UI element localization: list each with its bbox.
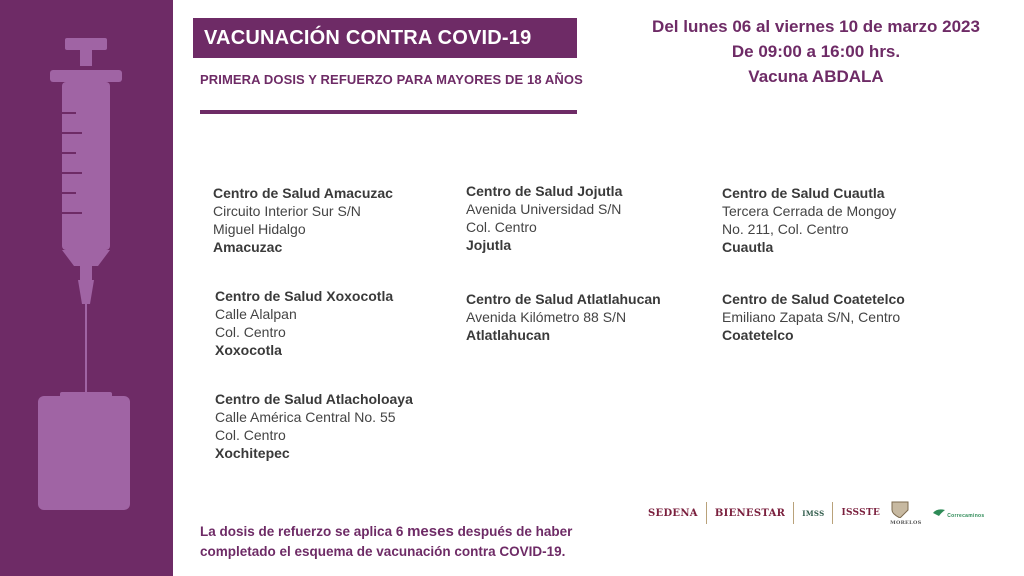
morelos-shield-icon <box>890 500 910 518</box>
center-address-line2: Col. Centro <box>215 427 286 443</box>
issste-logo-text: ISSSTE <box>841 508 881 518</box>
health-center-xoxocotla <box>215 287 393 359</box>
sedena-logo-text: SEDENA <box>648 507 698 519</box>
sedena-logo <box>648 508 698 519</box>
brigada-logo <box>932 507 985 519</box>
issste-logo <box>841 508 880 518</box>
health-center-cuautla <box>722 184 896 256</box>
booster-note <box>200 522 572 562</box>
center-address-line1: Tercera Cerrada de Mongoy <box>722 203 897 219</box>
center-name: Centro de Salud Coatetelco <box>722 291 905 307</box>
center-name: Centro de Salud Cuautla <box>722 185 885 201</box>
bienestar-logo <box>715 508 785 519</box>
title-divider <box>200 110 577 114</box>
center-name: Centro de Salud Xoxocotla <box>215 288 394 304</box>
health-center-atlacholoaya <box>215 390 413 462</box>
center-address-line1: Calle América Central No. 55 <box>215 409 396 425</box>
morelos-logo-text: MORELOS <box>890 520 922 526</box>
brigada-bird-icon <box>932 507 946 517</box>
center-address-line2: No. 211, Col. Centro <box>722 221 849 237</box>
institution-logos <box>648 494 988 532</box>
center-town: Jojutla <box>466 237 512 253</box>
center-address-line1: Avenida Kilómetro 88 S/N <box>466 309 627 325</box>
center-address-line2: Col. Centro <box>215 324 286 340</box>
center-town: Amacuzac <box>213 239 283 255</box>
schedule-block <box>600 14 1024 89</box>
center-name: Centro de Salud Jojutla <box>466 183 623 199</box>
logo-separator <box>832 502 833 524</box>
morelos-logo <box>890 500 921 526</box>
campaign-subtitle: PRIMERA DOSIS Y REFUERZO PARA MAYORES DE 18 AÑOS <box>200 72 583 87</box>
schedule-hours: De 09:00 a 16:00 hrs. <box>731 42 901 61</box>
brigada-logo-text: Correcaminos <box>947 513 985 519</box>
center-name: Centro de Salud Atlacholoaya <box>215 391 413 407</box>
center-town: Cuautla <box>722 239 774 255</box>
schedule-dates: Del lunes 06 al viernes 10 de marzo 2023 <box>652 17 980 36</box>
center-address-line2: Miguel Hidalgo <box>213 221 306 237</box>
campaign-title: VACUNACIÓN CONTRA COVID-19 <box>193 18 577 58</box>
sidebar-panel <box>0 0 173 576</box>
center-address-line1: Avenida Universidad S/N <box>466 201 622 217</box>
imss-logo-text: IMSS <box>802 508 825 518</box>
logo-separator <box>706 502 707 524</box>
center-town: Xoxocotla <box>215 342 282 358</box>
health-center-jojutla <box>466 182 622 254</box>
center-name: Centro de Salud Atlatlahucan <box>466 291 661 307</box>
center-town: Xochitepec <box>215 445 290 461</box>
center-town: Atlatlahucan <box>466 327 551 343</box>
health-center-atlatlahucan <box>466 290 661 344</box>
syringe-vial-icon <box>0 0 173 576</box>
imss-logo <box>802 509 824 518</box>
center-address-line1: Circuito Interior Sur S/N <box>213 203 361 219</box>
health-center-amacuzac <box>213 184 393 256</box>
center-address-line2: Col. Centro <box>466 219 537 235</box>
schedule-vaccine: Vacuna ABDALA <box>748 67 884 86</box>
center-address-line1: Calle Alalpan <box>215 306 297 322</box>
booster-note-emphasis: meses <box>407 523 454 540</box>
center-address-line1: Emiliano Zapata S/N, Centro <box>722 309 901 325</box>
center-name: Centro de Salud Amacuzac <box>213 185 393 201</box>
logo-separator <box>793 502 794 524</box>
booster-note-line1 <box>200 522 572 542</box>
booster-note-line2: completado el esquema de vacunación contra COVID-19. <box>200 544 566 559</box>
center-town: Coatetelco <box>722 327 794 343</box>
booster-note-text-c: después de haber <box>453 524 573 539</box>
health-center-coatetelco <box>722 290 905 344</box>
bienestar-logo-text: BIENESTAR <box>714 507 786 519</box>
booster-note-text-a: La dosis de refuerzo se aplica 6 <box>200 524 408 539</box>
